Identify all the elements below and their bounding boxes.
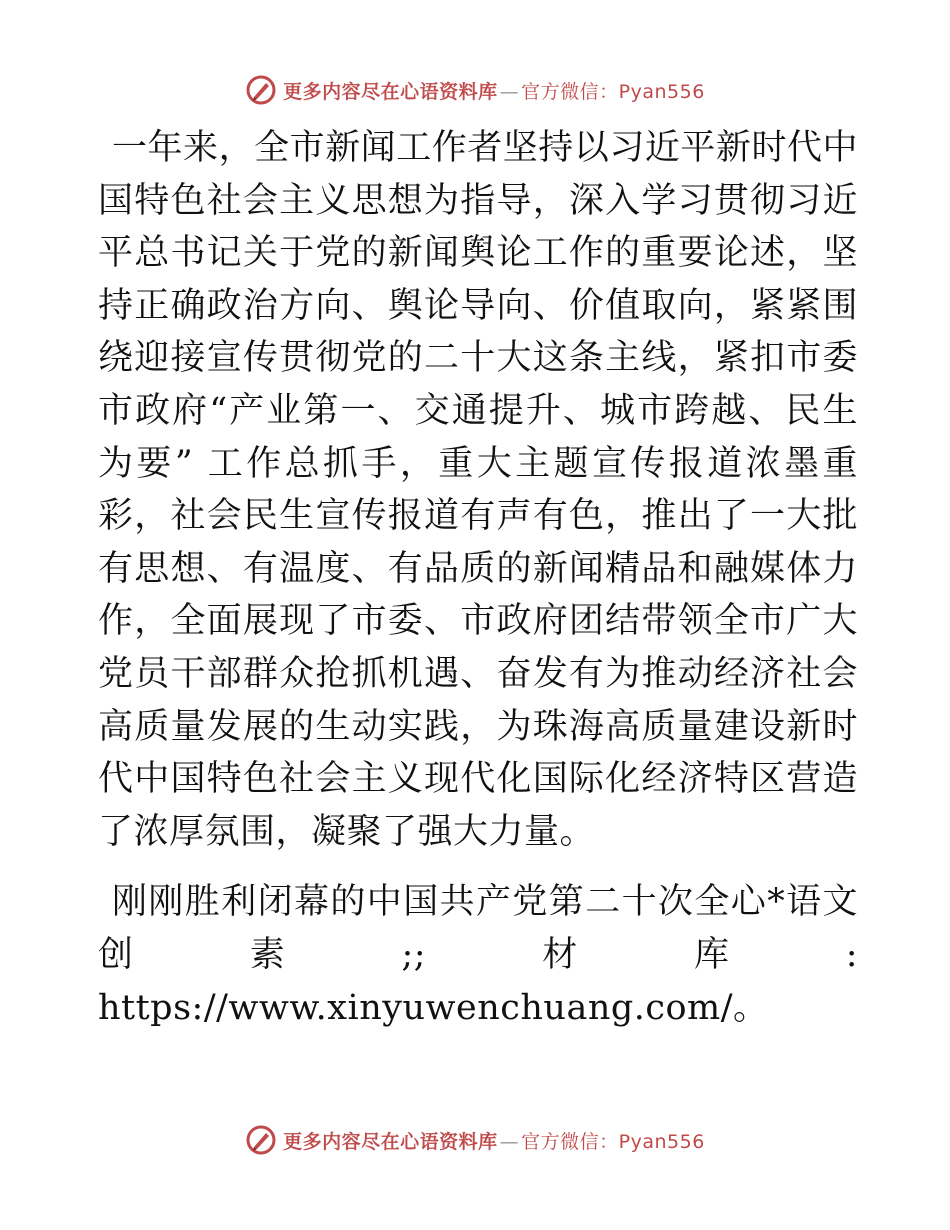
watermark-text (283, 77, 705, 104)
watermark-site-text: 更多内容尽在心语资料库 (283, 1130, 498, 1153)
footer-watermark (0, 1120, 950, 1160)
document-body (98, 122, 858, 1034)
header-watermark (0, 70, 950, 110)
watermark-dash: — (499, 1130, 520, 1153)
watermark-text (283, 1127, 705, 1154)
pen-logo-icon (245, 1124, 277, 1156)
watermark-contact-text: 官方微信：Pyan556 (521, 80, 705, 103)
watermark-site-text: 更多内容尽在心语资料库 (283, 80, 498, 103)
body-paragraph-1: 一年来，全市新闻工作者坚持以习近平新时代中国特色社会主义思想为指导，深入学习贯彻习近平总书记关于党的新闻舆论工作的重要论述，坚持正确政治方向、舆论导向、价值取向，紧紧围绕迎接宣传贯彻党的二十大这条主线，紧扣市委市政府“产业第一、交通提升、城市跨越、民生为要” 工作总抓手，重大主题宣传报道浓墨重彩，社会民生宣传报道有声有色，推出了一大批有思想、有温度、有品质的新闻精品和融媒体力作，全面展现了市委、市政府团结带领全市广大党员干部群众抢抓机遇、奋发有为推动经济社会高质量发展的生动实践，为珠海高质量建设新时代中国特色社会主义现代化国际化经济特区营造了浓厚氛围，凝聚了强大力量。 (98, 128, 858, 852)
watermark-contact-text: 官方微信：Pyan556 (521, 1130, 705, 1153)
pen-logo-icon (245, 74, 277, 106)
watermark-dash: — (499, 80, 520, 103)
body-paragraph-2: 刚刚胜利闭幕的中国共产党第二十次全心*语文创素;;材库: https://www.xinyuwenchuang.com/。 (98, 882, 858, 1028)
